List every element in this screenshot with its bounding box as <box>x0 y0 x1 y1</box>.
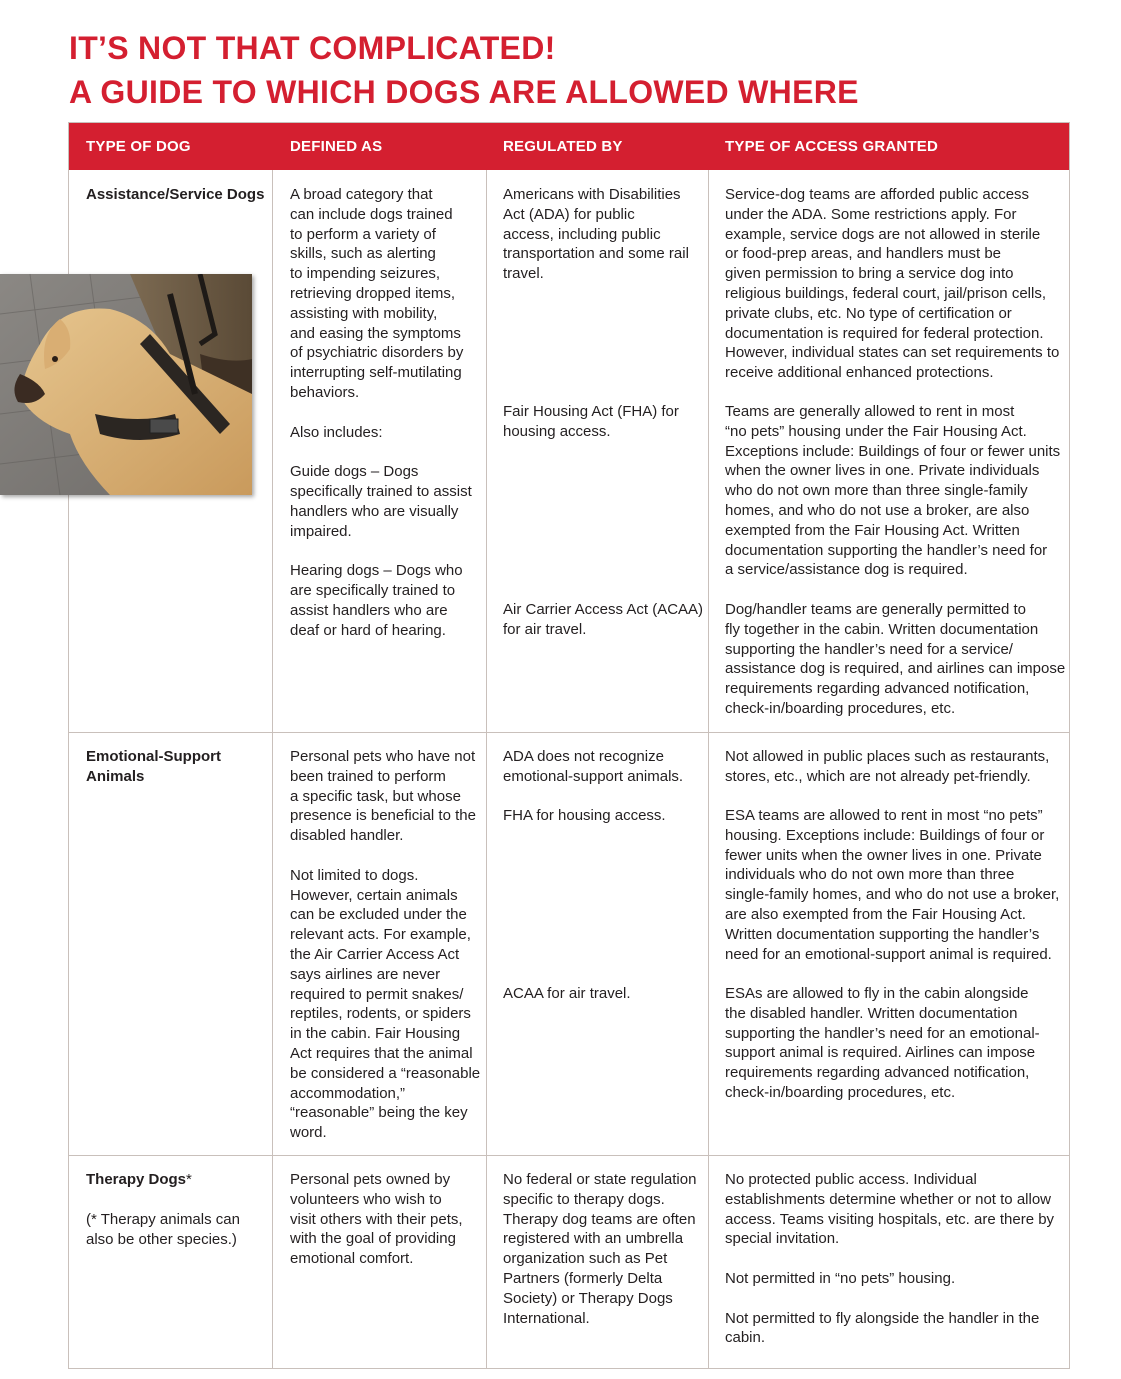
row-access-assistance-fha: Teams are generally allowed to rent in most “no pets” housing under the Fair Housing Act. Exceptions include: Buildings of four or fewer units when the owner lives in one. Private individuals who do not own more than three single-family homes, and who do not use a broker, are also exempted from the Fair Housing Act. Written documentation supporting the handler’s need for a service/assistance dog is required. <box>725 403 1061 579</box>
row-regulated-therapy: No federal or state regulation specific to therapy dogs. Therapy dog teams are often registered with an umbrella organization such as Pet Partners (formerly Delta Society) or Therapy Dogs International. <box>503 1171 697 1327</box>
row-regulated-assistance-acaa: Air Carrier Access Act (ACAA) for air travel. <box>503 601 704 638</box>
row-regulated-esa-ada: ADA does not recognize emotional-support animals. <box>503 748 684 785</box>
row-access-assistance-acaa: Dog/handler teams are generally permitted to fly together in the cabin. Written documentation supporting the handler’s need for a service/ assistance dog is required, and airlines can impose requirements regarding advanced notification, check-in/boarding procedures, etc. <box>725 601 1066 717</box>
row-access-esa-public: Not allowed in public places such as restaurants, stores, etc., which are not already pet-friendly. <box>725 748 1050 785</box>
row-regulated-esa-fha: FHA for housing access. <box>503 807 666 824</box>
title-line-2: A GUIDE TO WHICH DOGS ARE ALLOWED WHERE <box>69 74 859 110</box>
row-regulated-assistance-fha: Fair Housing Act (FHA) for housing access. <box>503 403 679 440</box>
row-defined-esa: Personal pets who have not been trained to perform a specific task, but whose presence is beneficial to the disabled handler. Not limited to dogs. However, certain animals can be excluded under the relevant acts. For example, the Air Carrier Access Act says airlines are never required to permit snakes/ reptiles, rodents, or spiders in the cabin. Fair Housing Act requires that the animal be considered a “reasonable accommodation,” “reasonable” being the key word. <box>290 748 481 1142</box>
header-access-granted: TYPE OF ACCESS GRANTED <box>725 138 939 155</box>
row-type-therapy <box>86 1170 192 1190</box>
row-regulated-assistance-ada: Americans with Disabilities Act (ADA) for public access, including public transportation and some rail travel. <box>503 186 689 283</box>
row-access-therapy: No protected public access. Individual establishments determine whether or not to allow access. Teams visiting hospitals, etc. are there by special invitation. Not permitted in “no pets” housing. Not permitted to fly alongside the handler in the cabin. <box>725 1171 1055 1347</box>
row-access-esa-housing: ESA teams are allowed to rent in most “no pets” housing. Exceptions include: Buildings of four or fewer units when the owner lives in one. Private individuals who do not own more than three single-family homes, and who do not use a broker, are also exempted from the Fair Housing Act. Written documentation supporting the handler’s need for an emotional-support animal is required. <box>725 807 1060 963</box>
title-line-1: IT’S NOT THAT COMPLICATED! <box>69 30 556 66</box>
header-regulated-by: REGULATED BY <box>503 138 623 155</box>
row-type-therapy-note: (* Therapy animals can also be other species.) <box>86 1211 240 1248</box>
page-title <box>69 26 859 114</box>
row-type-esa: Emotional-Support Animals <box>86 748 221 785</box>
row-type-therapy-mark: * <box>186 1171 192 1188</box>
row-divider <box>69 1155 1069 1156</box>
guide-dog-photo <box>0 274 252 495</box>
row-regulated-esa-acaa: ACAA for air travel. <box>503 985 631 1002</box>
header-type-of-dog: TYPE OF DOG <box>86 138 191 155</box>
row-access-esa-air: ESAs are allowed to fly in the cabin alongside the disabled handler. Written documentation supporting the handler’s need for an emotional- support animal is required. Airlines can impose requirements regarding advanced notification, check-in/boarding procedures, etc. <box>725 985 1040 1101</box>
row-divider <box>69 732 1069 733</box>
column-divider <box>486 170 487 1368</box>
column-divider <box>272 170 273 1368</box>
column-divider <box>708 170 709 1368</box>
row-type-assistance: Assistance/Service Dogs <box>86 186 265 203</box>
row-defined-assistance: A broad category that can include dogs trained to perform a variety of skills, such as alerting to impending seizures, retrieving dropped items, assisting with mobility, and easing the symptoms of psychiatric disorders by interrupting self-mutilating behaviors. Also includes: Guide dogs – Dogs specifically trained to assist handlers who are visually impaired. Hearing dogs – Dogs who are specifically trained to assist handlers who are deaf or hard of hearing. <box>290 186 472 639</box>
row-type-therapy-label: Therapy Dogs <box>86 1171 187 1188</box>
header-defined-as: DEFINED AS <box>290 138 383 155</box>
row-defined-therapy: Personal pets owned by volunteers who wish to visit others with their pets, with the goal of providing emotional comfort. <box>290 1171 463 1268</box>
row-access-assistance-ada: Service-dog teams are afforded public access under the ADA. Some restrictions apply. For example, service dogs are not allowed in sterile or food-prep areas, and handlers must be given permission to bring a service dog into religious buildings, federal court, jail/prison cells, private clubs, etc. No type of certification or documentation is required for federal protection. However, individual states can set requirements to receive additional enhanced protections. <box>725 186 1060 382</box>
table-header <box>69 123 1069 170</box>
